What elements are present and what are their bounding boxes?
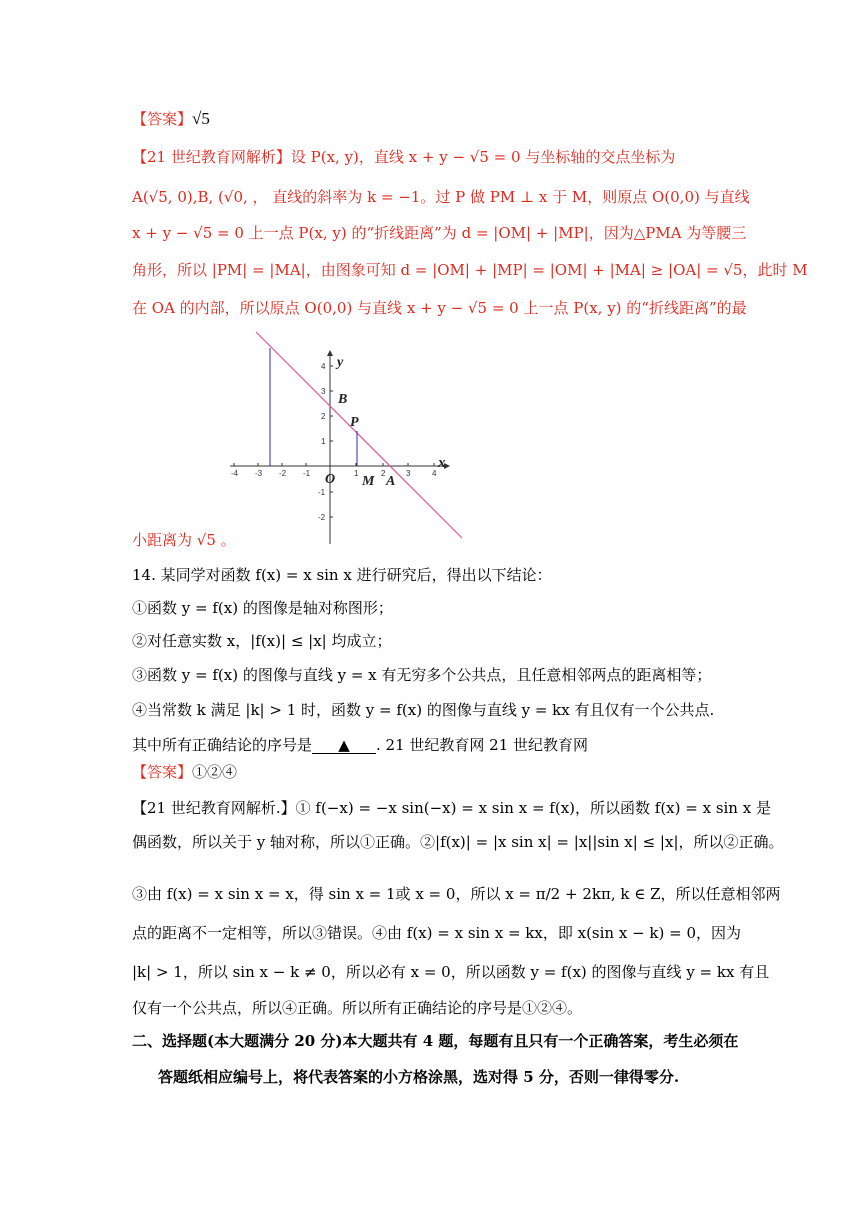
analysis-14-line-2: 偶函数，所以关于 y 轴对称，所以①正确。②|f(x)| = |x sin x| = |x||sin x| ≤ |x|，所以②正确。 [132,833,784,851]
analysis-13-line-6: 小距离为 √5 。 [132,531,236,549]
analysis-14-line-3: ③由 f(x) = x sin x = x，得 sin x = 1或 x = 0，所以 x = π/2 + 2kπ, k ∈ Z，所以任意相邻两 [132,885,781,903]
answer-label: 【答案】 [132,110,193,128]
problem-14-item-1: ①函数 y = f(x) 的图像是轴对称图形； [132,599,393,617]
analysis-14-line-4: 点的距离不一定相等，所以③错误。④由 f(x) = x sin x = kx，即 x(sin x − k) = 0，因为 [132,924,742,942]
analysis-14-line-5: |k| > 1，所以 sin x − k ≠ 0，所以必有 x = 0，所以函数 y = f(x) 的图像与直线 y = kx 有且 [132,963,770,981]
question-prefix: 其中所有正确结论的序号是 [132,736,313,754]
answer-value: ①②④ [192,763,238,781]
y-ticks [318,362,336,522]
analysis-13-line-5: 在 OA 的内部，所以原点 O(0,0) 与直线 x + y − √5 = 0 上一点 P(x, y) 的“折线距离”的最 [132,299,747,317]
point-label-m: M [362,474,375,489]
y-tick-label: 2 [321,412,326,421]
answer-label: 【答案】 [132,763,193,781]
problem-14-question [132,734,588,756]
problem-14-item-3: ③函数 y = f(x) 的图像与直线 y = x 有无穷多个公共点，且任意相邻两点的距离相等； [132,666,712,684]
answer-value: √5 [192,109,210,128]
analysis-14-line-6: 仅有一个公共点，所以④正确。所以所有正确结论的序号是①②④。 [132,999,583,1017]
point-label-a: A [386,474,396,489]
x-tick-label: 3 [406,469,411,478]
x-tick-label: -1 [303,469,311,478]
section-2-heading-line-2: 答题纸相应编号上，将代表答案的小方格涂黑，选对得 5 分，否则一律得零分. [158,1068,680,1086]
y-tick-label: -2 [318,513,326,522]
problem-14-item-2: ②对任意实数 x，|f(x)| ≤ |x| 均成立； [132,632,392,650]
analysis-13-line-1: 【21 世纪教育网解析】设 P(x, y)，直线 x + y − √5 = 0 与坐标轴的交点坐标为 [132,148,676,166]
point-label-p: P [350,415,359,430]
answer-blank: ▲ [312,737,376,754]
analysis-13-line-2: A(√5, 0),B, (√0, ， 直线的斜率为 k = −1。过 P 做 PM ⊥ x 于 M，则原点 O(0,0) 与直线 [132,188,750,206]
y-tick-label: -1 [318,488,326,497]
y-axis-label: y [337,355,344,370]
origin-label: O [325,472,336,487]
analysis-13-line-3: x + y − √5 = 0 上一点 P(x, y) 的“折线距离”为 d = |OM| + |MP|，因为△PMA 为等腰三 [132,224,747,242]
y-tick-label: 3 [321,387,326,396]
answer-14-line [132,761,237,783]
analysis-14-line-1: 【21 世纪教育网解析.】① f(−x) = −x sin(−x) = x sin x = f(x)，所以函数 f(x) = x sin x 是 [132,799,771,817]
x-tick-label: 2 [381,469,386,478]
x-tick-label: 4 [432,469,437,478]
x-axis-label: x [438,455,446,471]
y-tick-label: 4 [321,362,326,371]
x-tick-label: -4 [231,469,239,478]
x-tick-label: -3 [255,469,263,478]
graph-labels [325,355,446,489]
x-tick-label: -2 [279,469,287,478]
x-tick-label: 1 [354,469,359,478]
y-tick-label: 1 [321,437,326,446]
problem-14-item-4: ④当常数 k 满足 |k| > 1 时，函数 y = f(x) 的图像与直线 y = kx 有且仅有一个公共点. [132,701,715,719]
diagonal-line [256,332,462,538]
problem-14-stem: 14. 某同学对函数 f(x) = x sin x 进行研究后，得出以下结论： [132,566,552,584]
answer-13-line [132,108,210,130]
y-axis-arrow [327,350,333,356]
section-2-heading-line-1: 二、选择题(本大题满分 20 分)本大题共有 4 题，每题有且只有一个正确答案，考生必须在 [132,1032,739,1050]
analysis-13-line-4: 角形，所以 |PM| = |MA|，由图象可知 d = |OM| + |MP| = |OM| + |MA| ≥ |OA| = √5，此时 M [132,261,808,279]
coordinate-graph [222,326,492,550]
question-suffix: . 21 世纪教育网 21 世纪教育网 [376,736,589,754]
point-label-b: B [338,392,348,407]
